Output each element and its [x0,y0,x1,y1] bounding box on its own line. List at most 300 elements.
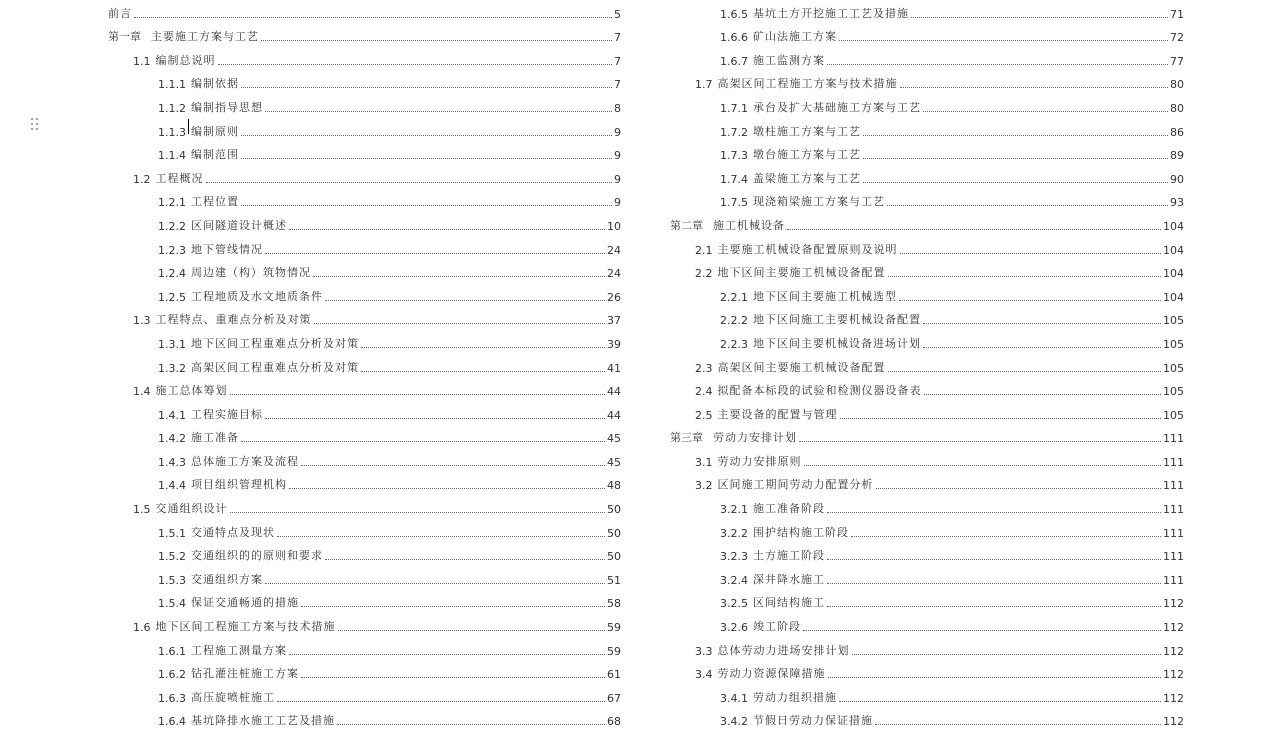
toc-entry-number: 3.4.2 [720,715,748,731]
toc-page-number: 111 [1163,456,1184,472]
dot-leader [338,630,606,631]
toc-entry-title: 工程施工测量方案 [191,642,287,661]
toc-page-number: 68 [607,715,621,731]
dot-leader [218,64,613,65]
toc-entry-number: 1.5.4 [158,597,186,613]
dot-leader [325,559,605,560]
toc-entry-title: 编制范围 [191,146,239,165]
dot-leader [804,465,1162,466]
dot-leader [839,40,1168,41]
toc-entry-3-4[interactable] [670,661,1184,685]
toc-page-number: 104 [1163,291,1184,307]
toc-entry-1-4-3[interactable] [108,448,621,472]
toc-entry-3-2-4[interactable] [670,566,1184,590]
toc-page-number: 9 [614,173,621,189]
toc-page-number: 105 [1163,362,1184,378]
toc-entry-1-1-1[interactable] [108,71,621,95]
dot-leader [863,158,1168,159]
toc-entry-title: 区间隧道设计概述 [191,217,287,236]
toc-entry-1-4-1[interactable] [108,401,621,425]
toc-entry-title: 施工机械设备 [713,217,785,236]
toc-entry-number: 1.4 [133,385,151,401]
dot-leader [241,158,612,159]
toc-entry-1-6-6[interactable] [670,24,1184,48]
toc-page-number: 80 [1170,102,1184,118]
toc-entry-number: 3.2.1 [720,503,748,519]
toc-entry-number: 1.2.2 [158,220,186,236]
dot-leader [313,276,605,277]
toc-page-number: 72 [1170,31,1184,47]
toc-entry-number: 1.6.2 [158,668,186,684]
toc-entry-title: 基坑土方开挖施工工艺及措施 [753,5,909,24]
toc-entry-1-7-1[interactable] [670,94,1184,118]
toc-entry-entry[interactable] [670,425,1184,449]
dot-leader [851,536,1161,537]
toc-entry-2-4[interactable] [670,378,1184,402]
toc-entry-entry[interactable] [108,24,621,48]
dot-leader [289,229,605,230]
toc-entry-title: 围护结构施工阶段 [753,524,849,543]
toc-entry-title: 总体施工方案及流程 [191,453,299,472]
toc-page-number: 37 [607,314,621,330]
toc-entry-title: 编制总说明 [156,52,216,71]
toc-entry-1-2-4[interactable] [108,260,621,284]
toc-entry-title: 地下区间主要施工机械选型 [753,288,897,307]
toc-entry-number: 1.2.4 [158,267,186,283]
toc-page-number: 7 [614,55,621,71]
toc-entry-number: 3.2.5 [720,597,748,613]
toc-page-number: 112 [1163,692,1184,708]
toc-entry-title: 高架区间工程重难点分析及对策 [191,359,359,378]
toc-entry-title: 地下区间主要机械设备进场计划 [753,335,921,354]
dot-leader [361,347,605,348]
toc-entry-title: 项目组织管理机构 [191,476,287,495]
dot-leader [230,512,606,513]
dot-leader [840,418,1162,419]
toc-page-number: 104 [1163,220,1184,236]
toc-entry-title: 周边建（构）筑物情况 [191,264,311,283]
toc-page-number: 59 [607,621,621,637]
toc-entry-2-3[interactable] [670,354,1184,378]
dot-leader [911,17,1168,18]
toc-entry-number: 2.3 [695,362,713,378]
toc-entry-title: 交通组织方案 [191,571,263,590]
toc-entry-title: 劳动力组织措施 [753,689,837,708]
dot-leader [888,276,1162,277]
toc-entry-title: 土方施工阶段 [753,547,825,566]
toc-page-number: 5 [614,8,621,24]
toc-entry-number: 3.3 [695,645,713,661]
toc-page-number: 44 [607,409,621,425]
toc-page-number: 41 [607,362,621,378]
dot-leader [301,465,605,466]
toc-page-number: 50 [607,527,621,543]
toc-page-number: 45 [607,456,621,472]
toc-page-number: 77 [1170,55,1184,71]
toc-page-number: 89 [1170,149,1184,165]
toc-entry-number: 1.4.3 [158,456,186,472]
toc-page-number: 39 [607,338,621,354]
toc-entry-1-6-1[interactable] [108,637,621,661]
toc-entry-number: 1.6.3 [158,692,186,708]
toc-entry-number: 1.6.7 [720,55,748,71]
toc-page-number: 112 [1163,621,1184,637]
dot-leader [325,300,605,301]
toc-entry-number: 1.1 [133,55,151,71]
dot-leader [241,87,612,88]
toc-entry-1-1-4[interactable] [108,142,621,166]
toc-entry-title: 施工准备 [191,429,239,448]
dot-leader [787,229,1161,230]
dot-leader [241,441,605,442]
dot-leader [827,64,1168,65]
dot-leader [265,583,605,584]
toc-entry-2-5[interactable] [670,401,1184,425]
toc-entry-number: 2.2.1 [720,291,748,307]
dot-leader [863,182,1168,183]
toc-entry-title: 劳动力安排计划 [713,429,797,448]
toc-page-number: 59 [607,645,621,661]
toc-entry-1-2[interactable] [108,165,621,189]
toc-page-number: 7 [614,78,621,94]
toc-entry-number: 1.2.3 [158,244,186,260]
toc-page-number: 111 [1163,479,1184,495]
toc-entry-number: 1.7 [695,78,713,94]
toc-entry-title: 工程实施目标 [191,406,263,425]
toc-entry-title: 墩台施工方案与工艺 [753,146,861,165]
toc-entry-number: 1.4.1 [158,409,186,425]
toc-entry-title: 高架区间工程施工方案与技术措施 [718,75,898,94]
toc-entry-2-2-1[interactable] [670,283,1184,307]
toc-entry-number: 1.3 [133,314,151,330]
toc-entry-2-2-2[interactable] [670,307,1184,331]
toc-entry-1-2-1[interactable] [108,189,621,213]
toc-page-number: 105 [1163,314,1184,330]
dot-leader [241,205,612,206]
toc-entry-title: 矿山法施工方案 [753,28,837,47]
toc-entry-1-5-1[interactable] [108,519,621,543]
toc-page-number: 105 [1163,385,1184,401]
toc-page-number: 9 [614,196,621,212]
toc-entry-title: 钻孔灌注桩施工方案 [191,665,299,684]
toc-entry-number: 3.2 [695,479,713,495]
toc-entry-1-1-2[interactable] [108,94,621,118]
toc-entry-title: 编制依据 [191,75,239,94]
toc-page-number: 111 [1163,432,1184,448]
toc-page-number: 111 [1163,574,1184,590]
dot-leader [887,205,1168,206]
toc-entry-number: 1.7.4 [720,173,748,189]
dot-leader [134,17,612,18]
toc-entry-title: 现浇箱梁施工方案与工艺 [753,193,885,212]
toc-entry-title: 区间施工期间劳动力配置分析 [718,476,874,495]
toc-entry-3-1[interactable] [670,448,1184,472]
toc-entry-title: 地下区间主要施工机械设备配置 [718,264,886,283]
toc-entry-number: 1.2 [133,173,151,189]
dot-leader [265,253,605,254]
toc-page-number: 8 [614,102,621,118]
toc-page-number: 104 [1163,267,1184,283]
toc-entry-title: 承台及扩大基础施工方案与工艺 [753,99,921,118]
dot-leader [827,606,1161,607]
toc-entry-title: 工程特点、重难点分析及对策 [156,311,312,330]
toc-entry-3-2-3[interactable] [670,543,1184,567]
toc-entry-title: 墩柱施工方案与工艺 [753,123,861,142]
toc-entry-title: 区间结构施工 [753,594,825,613]
toc-column-left [108,0,621,731]
toc-entry-number: 1.5.3 [158,574,186,590]
toc-entry-3-2[interactable] [670,472,1184,496]
toc-entry-number: 1.6.6 [720,31,748,47]
dot-leader [265,418,605,419]
toc-entry-number: 第二章 [670,217,703,236]
toc-entry-title: 高架区间主要施工机械设备配置 [718,359,886,378]
toc-entry-2-1[interactable] [670,236,1184,260]
toc-entry-title: 深井降水施工 [753,571,825,590]
toc-entry-3-4-1[interactable] [670,684,1184,708]
toc-entry-number: 3.1 [695,456,713,472]
toc-entry-2-2-3[interactable] [670,330,1184,354]
toc-page-number: 111 [1163,527,1184,543]
toc-page-number: 80 [1170,78,1184,94]
toc-entry-1-5[interactable] [108,495,621,519]
toc-entry-3-2-5[interactable] [670,590,1184,614]
toc-entry-number: 2.2.2 [720,314,748,330]
toc-entry-number: 1.1.4 [158,149,186,165]
toc-entry-number: 1.4.2 [158,432,186,448]
dot-leader [277,536,605,537]
toc-entry-title: 工程概况 [156,170,204,189]
toc-entry-number: 1.7.2 [720,126,748,142]
toc-page-number: 58 [607,597,621,613]
toc-page-number: 61 [607,668,621,684]
toc-entry-1-4-2[interactable] [108,425,621,449]
dot-leader [337,724,605,725]
toc-entry-1-2-2[interactable] [108,212,621,236]
toc-entry-number: 3.2.6 [720,621,748,637]
toc-entry-3-4-2[interactable] [670,708,1184,732]
toc-page-number: 67 [607,692,621,708]
toc-entry-1-1[interactable] [108,47,621,71]
toc-entry-1-1-3[interactable] [108,118,621,142]
toc-entry-1-6-5[interactable] [670,0,1184,24]
toc-entry-number: 1.6 [133,621,151,637]
toc-entry-number: 第一章 [108,28,141,47]
toc-entry-number: 1.1.3 [158,126,186,142]
toc-page-number: 71 [1170,8,1184,24]
toc-entry-number: 1.6.5 [720,8,748,24]
toc-page-number: 24 [607,244,621,260]
toc-entry-title: 主要施工机械设备配置原则及说明 [718,241,898,260]
dot-leader [803,630,1161,631]
dot-leader [876,488,1162,489]
toc-entry-number: 1.2.1 [158,196,186,212]
dot-leader [923,323,1161,324]
toc-entry-number: 2.4 [695,385,713,401]
toc-entry-number: 3.2.2 [720,527,748,543]
toc-entry-1-7-4[interactable] [670,165,1184,189]
dot-leader [888,371,1162,372]
toc-entry-number: 1.5.2 [158,550,186,566]
toc-entry-title: 地下区间工程重难点分析及对策 [191,335,359,354]
dot-leader [899,300,1161,301]
dot-leader [261,40,612,41]
dot-leader [839,701,1161,702]
toc-entry-entry[interactable] [670,212,1184,236]
toc-entry-2-2[interactable] [670,260,1184,284]
toc-entry-title: 工程位置 [191,193,239,212]
toc-entry-1-6-3[interactable] [108,684,621,708]
toc-entry-title: 高压旋喷桩施工 [191,689,275,708]
dot-leader [827,512,1161,513]
toc-entry-number: 2.5 [695,409,713,425]
toc-page-number: 44 [607,385,621,401]
toc-page-number: 24 [607,267,621,283]
toc-page-number: 9 [614,126,621,142]
toc-page-number: 50 [607,550,621,566]
toc-entry-preface[interactable] [108,0,621,24]
toc-entry-number: 1.7.3 [720,149,748,165]
toc-entry-1-7-3[interactable] [670,142,1184,166]
toc-entry-title: 保证交通畅通的措施 [191,594,299,613]
toc-page-number: 105 [1163,409,1184,425]
toc-entry-title: 编制原则 [191,123,239,142]
toc-entry-1-2-3[interactable] [108,236,621,260]
toc-entry-number: 2.2 [695,267,713,283]
dot-leader [301,677,605,678]
toc-entry-1-3-2[interactable] [108,354,621,378]
toc-entry-title: 施工总体筹划 [156,382,228,401]
toc-entry-title: 地下管线情况 [191,241,263,260]
toc-page-number: 111 [1163,550,1184,566]
toc-entry-3-2-2[interactable] [670,519,1184,543]
toc-page-number: 48 [607,479,621,495]
toc-entry-title: 地下区间施工主要机械设备配置 [753,311,921,330]
dot-leader [314,323,606,324]
toc-entry-3-2-6[interactable] [670,613,1184,637]
toc-entry-number: 1.7.5 [720,196,748,212]
toc-entry-title: 编制指导思想 [191,99,263,118]
dot-leader [852,654,1162,655]
dot-leader [924,394,1162,395]
toc-page-number: 86 [1170,126,1184,142]
toc-entry-number: 1.6.1 [158,645,186,661]
dot-leader [828,677,1162,678]
dot-leader [923,111,1168,112]
dot-leader [827,583,1161,584]
dot-leader [301,606,605,607]
toc-entry-1-4-4[interactable] [108,472,621,496]
toc-column-right [670,0,1184,731]
toc-entry-number: 3.2.3 [720,550,748,566]
dot-leader [900,87,1169,88]
toc-entry-1-3-1[interactable] [108,330,621,354]
toc-entry-title: 交通组织的的原则和要求 [191,547,323,566]
toc-entry-number: 3.2.4 [720,574,748,590]
toc-page-number: 90 [1170,173,1184,189]
toc-entry-number: 2.1 [695,244,713,260]
toc-page-number: 51 [607,574,621,590]
toc-entry-1-7-5[interactable] [670,189,1184,213]
toc-page-number: 45 [607,432,621,448]
dot-leader [265,111,612,112]
dot-leader [206,182,613,183]
toc-entry-title: 地下区间工程施工方案与技术措施 [156,618,336,637]
dot-leader [361,371,605,372]
toc-entry-1-5-2[interactable] [108,543,621,567]
dot-leader [289,488,605,489]
drag-handle-icon[interactable] [30,117,40,133]
toc-entry-number: 2.2.3 [720,338,748,354]
toc-entry-number: 3.4 [695,668,713,684]
toc-page-number: 112 [1163,715,1184,731]
toc-page-number: 112 [1163,645,1184,661]
toc-entry-number: 1.6.4 [158,715,186,731]
toc-page-number: 10 [607,220,621,236]
toc-entry-title: 工程地质及水文地质条件 [191,288,323,307]
toc-entry-number: 1.1.1 [158,78,186,94]
dot-leader [875,724,1161,725]
dot-leader [827,559,1161,560]
dot-leader [241,135,612,136]
toc-entry-title: 劳动力资源保障措施 [718,665,826,684]
toc-entry-title: 主要施工方案与工艺 [151,28,259,47]
toc-entry-1-6-7[interactable] [670,47,1184,71]
toc-entry-1-4[interactable] [108,378,621,402]
dot-leader [923,347,1161,348]
toc-entry-title: 总体劳动力进场安排计划 [718,642,850,661]
toc-entry-number: 1.2.5 [158,291,186,307]
toc-entry-number: 1.7.1 [720,102,748,118]
toc-entry-number: 1.1.2 [158,102,186,118]
toc-entry-title: 主要设备的配置与管理 [718,406,838,425]
dot-leader [289,654,605,655]
toc-entry-1-6[interactable] [108,613,621,637]
toc-entry-1-7-2[interactable] [670,118,1184,142]
text-cursor [188,119,189,134]
toc-page-number: 104 [1163,244,1184,260]
toc-page-number: 112 [1163,597,1184,613]
toc-entry-1-3[interactable] [108,307,621,331]
toc-entry-3-3[interactable] [670,637,1184,661]
toc-entry-title: 前言 [108,5,132,24]
toc-page-number: 111 [1163,503,1184,519]
toc-entry-number: 1.5.1 [158,527,186,543]
toc-entry-1-5-4[interactable] [108,590,621,614]
toc-entry-title: 盖梁施工方案与工艺 [753,170,861,189]
toc-entry-3-2-1[interactable] [670,495,1184,519]
dot-leader [799,441,1161,442]
toc-entry-title: 拟配备本标段的试验和检测仪器设备表 [718,382,922,401]
toc-entry-number: 1.3.1 [158,338,186,354]
toc-page-number: 112 [1163,668,1184,684]
toc-entry-1-7[interactable] [670,71,1184,95]
toc-page-number: 93 [1170,196,1184,212]
toc-entry-title: 劳动力安排原则 [718,453,802,472]
dot-leader [900,253,1162,254]
toc-entry-1-5-3[interactable] [108,566,621,590]
toc-entry-number: 1.3.2 [158,362,186,378]
toc-entry-1-2-5[interactable] [108,283,621,307]
dot-leader [230,394,606,395]
toc-entry-1-6-4[interactable] [108,708,621,732]
toc-entry-title: 交通组织设计 [156,500,228,519]
toc-page-number: 9 [614,149,621,165]
toc-entry-1-6-2[interactable] [108,661,621,685]
toc-entry-title: 施工准备阶段 [753,500,825,519]
toc-page-number: 50 [607,503,621,519]
dot-leader [863,135,1168,136]
